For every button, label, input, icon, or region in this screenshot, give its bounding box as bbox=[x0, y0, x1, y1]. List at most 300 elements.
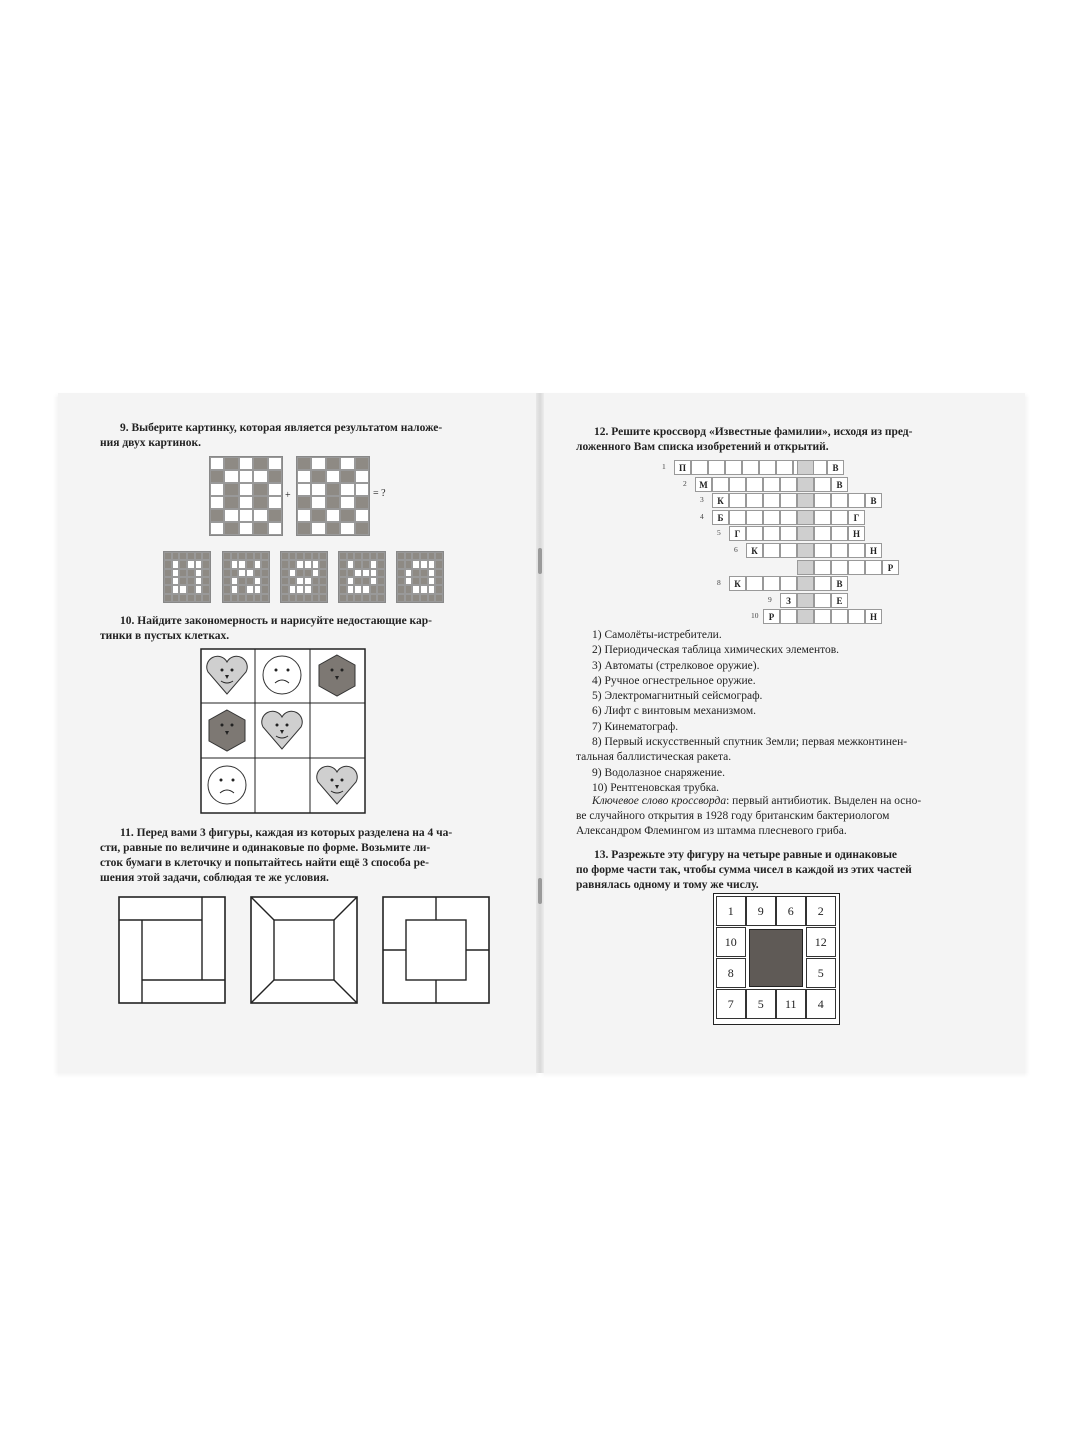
grid-cell bbox=[377, 594, 385, 602]
crossword-cell[interactable] bbox=[759, 460, 776, 475]
crossword-cell[interactable] bbox=[729, 493, 746, 508]
crossword-row-number: 1 bbox=[662, 462, 666, 471]
grid-cell bbox=[355, 470, 369, 483]
number-cell: 5 bbox=[746, 989, 776, 1019]
task9-pattern-b bbox=[296, 456, 370, 536]
grid-cell bbox=[354, 577, 362, 585]
grid-cell bbox=[319, 594, 327, 602]
grid-cell bbox=[412, 552, 420, 560]
crossword-cell[interactable] bbox=[814, 526, 831, 541]
key-word-label: Ключевое слово кроссворда bbox=[592, 795, 727, 807]
grid-cell bbox=[224, 509, 238, 522]
grid-cell bbox=[281, 560, 289, 568]
grid-cell bbox=[311, 522, 325, 535]
grid-cell bbox=[377, 569, 385, 577]
crossword-cell[interactable] bbox=[725, 460, 742, 475]
grid-cell bbox=[202, 577, 210, 585]
crossword-cell[interactable] bbox=[848, 493, 865, 508]
grid-cell bbox=[296, 577, 304, 585]
crossword-cell[interactable] bbox=[742, 460, 759, 475]
grid-cell bbox=[296, 560, 304, 568]
number-cell: 11 bbox=[776, 989, 806, 1019]
grid-cell bbox=[254, 569, 262, 577]
grid-cell bbox=[187, 552, 195, 560]
grid-cell bbox=[377, 585, 385, 593]
grid-cell bbox=[172, 594, 180, 602]
crossword-cell[interactable]: Р bbox=[882, 560, 899, 575]
grid-cell bbox=[377, 552, 385, 560]
grid-cell bbox=[312, 594, 320, 602]
answer-option-4 bbox=[338, 551, 386, 603]
grid-cell bbox=[202, 569, 210, 577]
grid-cell bbox=[195, 560, 203, 568]
grid-cell bbox=[289, 594, 297, 602]
task10-line1: Найдите закономерность и нарисуйте недостающие кар- bbox=[137, 615, 432, 627]
plus-sign: + bbox=[285, 490, 291, 501]
crossword-row-number: 3 bbox=[700, 495, 704, 505]
grid-cell bbox=[347, 560, 355, 568]
grid-cell bbox=[370, 577, 378, 585]
number-cell: 12 bbox=[806, 927, 836, 957]
grid-cell bbox=[405, 569, 413, 577]
crossword-cell[interactable] bbox=[814, 543, 831, 558]
grid-cell bbox=[254, 552, 262, 560]
crossword-cell[interactable] bbox=[848, 560, 865, 575]
grid-cell bbox=[254, 560, 262, 568]
grid-cell bbox=[239, 470, 253, 483]
grid-cell bbox=[202, 552, 210, 560]
grid-cell bbox=[355, 496, 369, 509]
crossword-cell[interactable]: К bbox=[729, 576, 746, 591]
grid-cell bbox=[420, 577, 428, 585]
grid-cell bbox=[268, 496, 282, 509]
grid-cell bbox=[238, 585, 246, 593]
grid-cell bbox=[289, 577, 297, 585]
grid-cell bbox=[239, 496, 253, 509]
crossword-cell[interactable] bbox=[780, 477, 797, 492]
grid-cell bbox=[246, 569, 254, 577]
grid-cell bbox=[281, 594, 289, 602]
divided-square-figure-2 bbox=[251, 897, 357, 1003]
grid-cell bbox=[238, 577, 246, 585]
grid-cell bbox=[246, 552, 254, 560]
grid-cell bbox=[224, 522, 238, 535]
crossword-clue: 1) Самолёты-истребители. bbox=[592, 629, 722, 641]
dark-center-block bbox=[749, 929, 803, 987]
grid-cell bbox=[179, 577, 187, 585]
crossword-cell[interactable]: В bbox=[827, 460, 844, 475]
grid-cell bbox=[187, 569, 195, 577]
crossword-key-cell[interactable] bbox=[797, 576, 814, 591]
grid-cell bbox=[362, 552, 370, 560]
task12-line2: ложенного Вам списка изобретений и открытий. bbox=[576, 441, 829, 453]
crossword-cell[interactable] bbox=[763, 543, 780, 558]
crossword-cell[interactable] bbox=[729, 477, 746, 492]
crossword-cell[interactable] bbox=[814, 609, 831, 624]
grid-cell bbox=[179, 585, 187, 593]
key-word-text-2: ве случайного открытия в 1928 году британским бактериологом bbox=[576, 810, 890, 822]
answer-option-2 bbox=[222, 551, 270, 603]
task11-line3: сток бумаги в клеточку и попытайтесь найти ещё 3 способа ре- bbox=[100, 857, 429, 869]
crossword-cell[interactable] bbox=[831, 560, 848, 575]
crossword-cell[interactable]: П bbox=[674, 460, 691, 475]
grid-cell bbox=[253, 457, 267, 470]
grid-cell bbox=[377, 560, 385, 568]
crossword-cell[interactable] bbox=[814, 593, 831, 608]
divided-square-figure-1 bbox=[119, 897, 225, 1003]
grid-cell bbox=[311, 496, 325, 509]
crossword-cell[interactable] bbox=[780, 526, 797, 541]
grid-cell bbox=[326, 496, 340, 509]
grid-cell bbox=[340, 457, 354, 470]
crossword-cell[interactable] bbox=[763, 526, 780, 541]
crossword-key-cell[interactable] bbox=[797, 510, 814, 525]
crossword-cell[interactable] bbox=[814, 477, 831, 492]
grid-cell bbox=[405, 577, 413, 585]
crossword-cell[interactable] bbox=[780, 576, 797, 591]
grid-cell bbox=[347, 594, 355, 602]
crossword-cell[interactable] bbox=[831, 493, 848, 508]
crossword-cell[interactable]: Н bbox=[865, 543, 882, 558]
grid-cell bbox=[195, 552, 203, 560]
grid-cell bbox=[326, 509, 340, 522]
crossword-cell[interactable] bbox=[763, 510, 780, 525]
grid-cell bbox=[312, 577, 320, 585]
grid-cell bbox=[254, 594, 262, 602]
crossword-cell[interactable] bbox=[831, 609, 848, 624]
grid-cell bbox=[319, 577, 327, 585]
crossword-row-number: 9 bbox=[768, 594, 772, 604]
grid-cell bbox=[187, 585, 195, 593]
task11-number: 11. bbox=[120, 827, 134, 839]
grid-cell bbox=[254, 577, 262, 585]
crossword-cell[interactable] bbox=[814, 493, 831, 508]
crossword-clue: тальная баллистическая ракета. bbox=[576, 751, 732, 764]
task9-line2: ния двух картинок. bbox=[100, 437, 201, 449]
crossword-cell[interactable] bbox=[746, 576, 763, 591]
crossword-cell[interactable] bbox=[746, 510, 763, 525]
task9-pattern-a bbox=[209, 456, 283, 536]
grid-cell bbox=[420, 594, 428, 602]
crossword-cell[interactable]: В bbox=[831, 477, 848, 492]
grid-cell bbox=[304, 569, 312, 577]
grid-cell bbox=[261, 552, 269, 560]
grid-cell bbox=[397, 552, 405, 560]
task12-text bbox=[576, 425, 980, 455]
grid-cell bbox=[289, 585, 297, 593]
number-cell: 5 bbox=[806, 958, 836, 988]
task11-figures bbox=[117, 895, 491, 1007]
grid-cell bbox=[339, 577, 347, 585]
grid-cell bbox=[340, 470, 354, 483]
number-cell: 8 bbox=[716, 958, 746, 988]
grid-cell bbox=[435, 552, 443, 560]
crossword-cell[interactable] bbox=[780, 510, 797, 525]
grid-cell bbox=[304, 560, 312, 568]
crossword-cell[interactable]: Р bbox=[763, 609, 780, 624]
number-cell: 9 bbox=[746, 896, 776, 926]
crossword-cell[interactable] bbox=[780, 493, 797, 508]
crossword-cell[interactable]: К bbox=[746, 543, 763, 558]
crossword-row-number: 5 bbox=[717, 528, 721, 538]
grid-cell bbox=[179, 569, 187, 577]
number-cell: 7 bbox=[716, 989, 746, 1019]
grid-cell bbox=[304, 552, 312, 560]
crossword-cell[interactable] bbox=[865, 560, 882, 575]
grid-cell bbox=[239, 509, 253, 522]
crossword-cell[interactable] bbox=[814, 510, 831, 525]
grid-cell bbox=[340, 496, 354, 509]
grid-cell bbox=[420, 560, 428, 568]
grid-cell bbox=[354, 594, 362, 602]
crossword-clues bbox=[576, 628, 982, 796]
grid-cell bbox=[405, 560, 413, 568]
grid-cell bbox=[339, 585, 347, 593]
grid-cell bbox=[172, 552, 180, 560]
grid-cell bbox=[354, 585, 362, 593]
grid-cell bbox=[326, 483, 340, 496]
grid-cell bbox=[355, 522, 369, 535]
grid-cell bbox=[238, 569, 246, 577]
crossword-clue: 10) Рентгеновская трубка. bbox=[592, 781, 720, 794]
crossword-cell[interactable] bbox=[831, 543, 848, 558]
grid-cell bbox=[172, 569, 180, 577]
number-cell: 4 bbox=[806, 989, 836, 1019]
grid-cell bbox=[261, 560, 269, 568]
grid-cell bbox=[202, 594, 210, 602]
task13-line2: по форме части так, чтобы сумма чисел в каждой из этих частей bbox=[576, 864, 912, 876]
grid-cell bbox=[231, 577, 239, 585]
crossword-cell[interactable] bbox=[814, 576, 831, 591]
grid-cell bbox=[370, 560, 378, 568]
grid-cell bbox=[179, 552, 187, 560]
grid-cell bbox=[224, 496, 238, 509]
crossword-cell[interactable] bbox=[831, 526, 848, 541]
grid-cell bbox=[239, 457, 253, 470]
grid-cell bbox=[370, 585, 378, 593]
grid-cell bbox=[261, 577, 269, 585]
crossword-key-cell[interactable] bbox=[797, 493, 814, 508]
staple-bottom bbox=[538, 878, 542, 904]
grid-cell bbox=[246, 560, 254, 568]
grid-cell bbox=[420, 569, 428, 577]
crossword-cell[interactable] bbox=[831, 510, 848, 525]
grid-cell bbox=[340, 522, 354, 535]
grid-cell bbox=[195, 594, 203, 602]
grid-cell bbox=[253, 522, 267, 535]
crossword-cell[interactable]: Г bbox=[848, 510, 865, 525]
crossword-cell[interactable] bbox=[691, 460, 708, 475]
task9-text bbox=[100, 421, 504, 451]
grid-cell bbox=[164, 585, 172, 593]
grid-cell bbox=[370, 569, 378, 577]
task13-number: 13. bbox=[594, 849, 609, 861]
grid-cell bbox=[231, 552, 239, 560]
answer-option-3 bbox=[280, 551, 328, 603]
crossword-cell[interactable]: В bbox=[865, 493, 882, 508]
crossword-clue: 6) Лифт с винтовым механизмом. bbox=[592, 705, 756, 718]
sad-face-icon bbox=[208, 766, 246, 804]
grid-cell bbox=[428, 560, 436, 568]
divided-square-figure-3 bbox=[383, 897, 489, 1003]
grid-cell bbox=[304, 594, 312, 602]
grid-cell bbox=[354, 552, 362, 560]
grid-cell bbox=[268, 483, 282, 496]
grid-cell bbox=[397, 560, 405, 568]
crossword-key-cell[interactable] bbox=[797, 560, 814, 575]
grid-cell bbox=[179, 594, 187, 602]
grid-cell bbox=[412, 585, 420, 593]
grid-cell bbox=[281, 577, 289, 585]
grid-cell bbox=[397, 594, 405, 602]
grid-cell bbox=[210, 496, 224, 509]
grid-cell bbox=[223, 594, 231, 602]
crossword-cell[interactable]: В bbox=[831, 576, 848, 591]
grid-cell bbox=[412, 594, 420, 602]
grid-cell bbox=[326, 470, 340, 483]
crossword-cell[interactable] bbox=[780, 609, 797, 624]
grid-cell bbox=[187, 594, 195, 602]
crossword-cell[interactable] bbox=[708, 460, 725, 475]
grid-cell bbox=[297, 470, 311, 483]
key-word-description bbox=[576, 794, 980, 839]
grid-cell bbox=[297, 496, 311, 509]
crossword-cell[interactable] bbox=[814, 560, 831, 575]
grid-cell bbox=[377, 577, 385, 585]
crossword-key-cell[interactable] bbox=[797, 609, 814, 624]
grid-cell bbox=[428, 594, 436, 602]
grid-cell bbox=[164, 577, 172, 585]
crossword-clue: 8) Первый искусственный спутник Земли; первая межконтинен- bbox=[592, 736, 908, 749]
task13-line1: Разрежьте эту фигуру на четыре равные и одинаковые bbox=[611, 849, 898, 861]
grid-cell bbox=[223, 552, 231, 560]
grid-cell bbox=[362, 594, 370, 602]
grid-cell bbox=[304, 585, 312, 593]
grid-cell bbox=[289, 560, 297, 568]
crossword-cell[interactable] bbox=[746, 493, 763, 508]
crossword-key-cell[interactable] bbox=[797, 526, 814, 541]
grid-cell bbox=[239, 522, 253, 535]
crossword-key-cell[interactable] bbox=[797, 543, 814, 558]
grid-cell bbox=[354, 569, 362, 577]
crossword-key-cell[interactable] bbox=[797, 477, 814, 492]
crossword-key-cell[interactable] bbox=[797, 593, 814, 608]
task11-line2: сти, равные по величине и одинаковые по форме. Возьмите ли- bbox=[100, 842, 431, 854]
grid-cell bbox=[435, 585, 443, 593]
grid-cell bbox=[223, 585, 231, 593]
crossword-cell[interactable]: Г bbox=[729, 526, 746, 541]
grid-cell bbox=[172, 560, 180, 568]
crossword-cell[interactable]: Е bbox=[831, 593, 848, 608]
grid-cell bbox=[172, 577, 180, 585]
crossword-cell[interactable]: Н bbox=[865, 609, 882, 624]
grid-cell bbox=[202, 560, 210, 568]
crossword-cell[interactable]: Н bbox=[848, 526, 865, 541]
crossword-cell[interactable]: З bbox=[780, 593, 797, 608]
crossword-cell[interactable] bbox=[776, 460, 793, 475]
grid-cell bbox=[210, 457, 224, 470]
grid-cell bbox=[231, 594, 239, 602]
crossword-cell[interactable] bbox=[763, 576, 780, 591]
crossword-cell[interactable] bbox=[848, 543, 865, 558]
grid-cell bbox=[428, 569, 436, 577]
grid-cell bbox=[253, 483, 267, 496]
grid-cell bbox=[312, 552, 320, 560]
crossword-clue: 4) Ручное огнестрельное оружие. bbox=[592, 674, 756, 687]
crossword-clue: 9) Водолазное снаряжение. bbox=[592, 766, 725, 779]
grid-cell bbox=[296, 585, 304, 593]
grid-cell bbox=[231, 569, 239, 577]
crossword-row-number: 4 bbox=[700, 511, 704, 521]
grid-cell bbox=[312, 569, 320, 577]
grid-cell bbox=[435, 560, 443, 568]
grid-cell bbox=[412, 577, 420, 585]
crossword-clue: 2) Периодическая таблица химических элементов. bbox=[592, 644, 840, 657]
crossword-cell[interactable] bbox=[746, 477, 763, 492]
crossword-row-number: 10 bbox=[751, 611, 759, 621]
task12-number: 12. bbox=[594, 426, 609, 438]
grid-cell bbox=[281, 552, 289, 560]
crossword-cell[interactable]: К bbox=[712, 493, 729, 508]
crossword-row-number: 2 bbox=[683, 478, 687, 488]
grid-cell bbox=[289, 552, 297, 560]
number-cell: 1 bbox=[716, 896, 746, 926]
crossword-cell[interactable] bbox=[729, 510, 746, 525]
grid-cell bbox=[355, 509, 369, 522]
grid-cell bbox=[187, 577, 195, 585]
grid-cell bbox=[312, 585, 320, 593]
grid-cell bbox=[326, 522, 340, 535]
grid-cell bbox=[268, 470, 282, 483]
crossword-cell[interactable]: Б bbox=[712, 510, 729, 525]
task11-line1: Перед вами 3 фигуры, каждая из которых разделена на 4 ча- bbox=[136, 827, 453, 839]
crossword-cell[interactable] bbox=[763, 477, 780, 492]
crossword-row-number: 8 bbox=[717, 578, 721, 588]
grid-cell bbox=[296, 594, 304, 602]
grid-cell bbox=[297, 509, 311, 522]
grid-cell bbox=[223, 569, 231, 577]
number-square-puzzle bbox=[713, 893, 840, 1025]
crossword-cell[interactable] bbox=[848, 609, 865, 624]
grid-cell bbox=[347, 585, 355, 593]
crossword-cell[interactable] bbox=[763, 493, 780, 508]
crossword-cell[interactable] bbox=[746, 526, 763, 541]
grid-cell bbox=[412, 560, 420, 568]
crossword-cell[interactable] bbox=[712, 477, 729, 492]
grid-cell bbox=[296, 569, 304, 577]
grid-cell bbox=[319, 560, 327, 568]
grid-cell bbox=[297, 522, 311, 535]
crossword-key-cell[interactable] bbox=[797, 460, 814, 475]
grid-cell bbox=[428, 577, 436, 585]
task11-line4: шения этой задачи, соблюдая те же условия. bbox=[100, 872, 329, 884]
task11-text bbox=[100, 826, 504, 886]
grid-cell bbox=[339, 560, 347, 568]
grid-cell bbox=[164, 594, 172, 602]
number-cell: 6 bbox=[776, 896, 806, 926]
grid-cell bbox=[405, 585, 413, 593]
grid-cell bbox=[428, 585, 436, 593]
crossword-cell[interactable] bbox=[780, 543, 797, 558]
key-word-text-1: : первый антибиотик. Выделен на осно- bbox=[726, 795, 922, 807]
grid-cell bbox=[297, 457, 311, 470]
grid-cell bbox=[355, 457, 369, 470]
grid-cell bbox=[246, 577, 254, 585]
crossword-cell[interactable]: М bbox=[695, 477, 712, 492]
grid-cell bbox=[362, 585, 370, 593]
equals-question: = ? bbox=[373, 488, 386, 499]
grid-cell bbox=[261, 569, 269, 577]
